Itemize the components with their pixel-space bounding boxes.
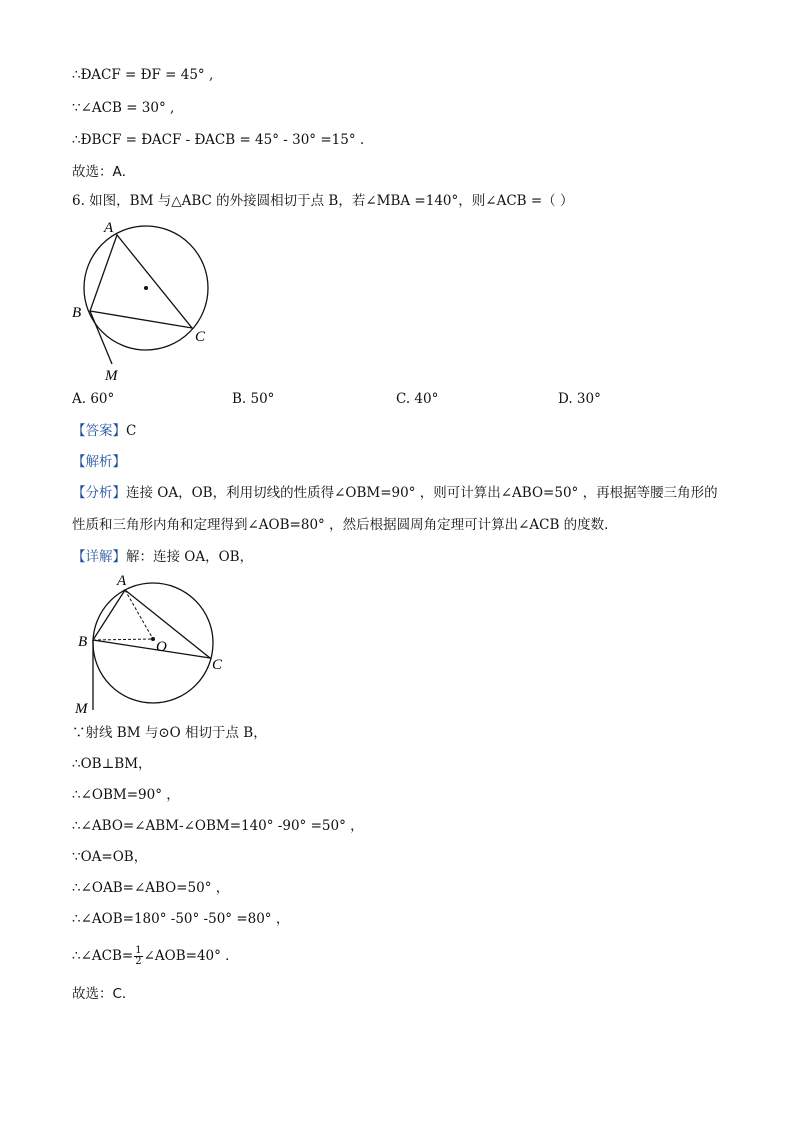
answer-tag: 【答案】 xyxy=(72,423,126,439)
question-6-text: 6. 如图，BM 与△ABC 的外接圆相切于点 B，若∠MBA =140°，则∠ACB =（ ） xyxy=(72,193,574,209)
analysis-text-1: 连接 OA，OB，利用切线的性质得∠OBM=90° ，则可计算出∠ABO=50° ，再根据等腰三角形的 xyxy=(126,485,718,501)
answer-line xyxy=(72,422,136,440)
analysis-line-2: 性质和三角形内角和定理得到∠AOB=80° ，然后根据圆周角定理可计算出∠ACB 的度数． xyxy=(72,517,618,533)
solution-line-2: ∵∠ACB = 30° , xyxy=(72,100,175,116)
label-B: B xyxy=(72,305,82,321)
label-M: M xyxy=(75,701,88,717)
detail-tag: 【详解】 xyxy=(72,549,126,565)
triangle-abc xyxy=(90,235,192,328)
segment-oa xyxy=(125,590,153,639)
label-A: A xyxy=(104,220,114,236)
label-C: C xyxy=(195,329,206,345)
analysis-line-1 xyxy=(72,484,718,502)
solution-line-3: ∴ÐBCF = ÐACF - ÐACB = 45° - 30° =15° . xyxy=(72,132,365,148)
detail-step-4: ∴∠ABO=∠ABM-∠OBM=140° -90° =50° ， xyxy=(72,818,364,834)
solution-conclusion-5: 故选：A． xyxy=(72,164,136,180)
detail-conclusion: 故选：C． xyxy=(72,986,136,1002)
fraction-numerator: 1 xyxy=(135,945,142,956)
analysis-header: 【解析】 xyxy=(72,454,126,470)
center-dot xyxy=(151,637,155,641)
option-d: D. 30° xyxy=(558,391,601,407)
fraction-half xyxy=(134,946,142,967)
label-O: O xyxy=(156,639,167,655)
label-A: A xyxy=(117,573,127,589)
option-c: C. 40° xyxy=(396,391,439,407)
solution-line-1: ∴ÐACF = ÐF = 45° , xyxy=(72,67,214,83)
detail-step-1: ∵射线 BM 与⊙O 相切于点 B， xyxy=(72,725,267,741)
detail-step-3: ∴∠OBM=90° ， xyxy=(72,787,180,803)
label-M: M xyxy=(105,368,118,384)
detail-step-5: ∵OA=OB， xyxy=(72,849,148,865)
detail-step-8 xyxy=(72,944,239,968)
segment-ob xyxy=(93,639,153,640)
option-b: B. 50° xyxy=(232,391,275,407)
fraction-denominator: 2 xyxy=(135,956,142,967)
detail-figure xyxy=(70,570,240,720)
detail-step-6: ∴∠OAB=∠ABO=50° ， xyxy=(72,880,230,896)
center-dot xyxy=(144,286,148,290)
question-figure xyxy=(60,214,220,386)
analysis-tag: 【分析】 xyxy=(72,485,126,501)
label-B: B xyxy=(78,634,88,650)
label-C: C xyxy=(212,657,223,673)
option-a: A. 60° xyxy=(72,391,115,407)
step-8-prefix: ∴∠ACB= xyxy=(72,948,134,964)
detail-step-2: ∴OB⊥BM， xyxy=(72,756,152,772)
step-8-suffix: ∠AOB=40° ． xyxy=(143,948,239,964)
detail-line xyxy=(72,548,253,566)
answer-value: C xyxy=(126,423,137,439)
detail-step-7: ∴∠AOB=180° -50° -50° =80° ， xyxy=(72,911,290,927)
detail-intro: 解：连接 OA，OB， xyxy=(126,549,254,565)
